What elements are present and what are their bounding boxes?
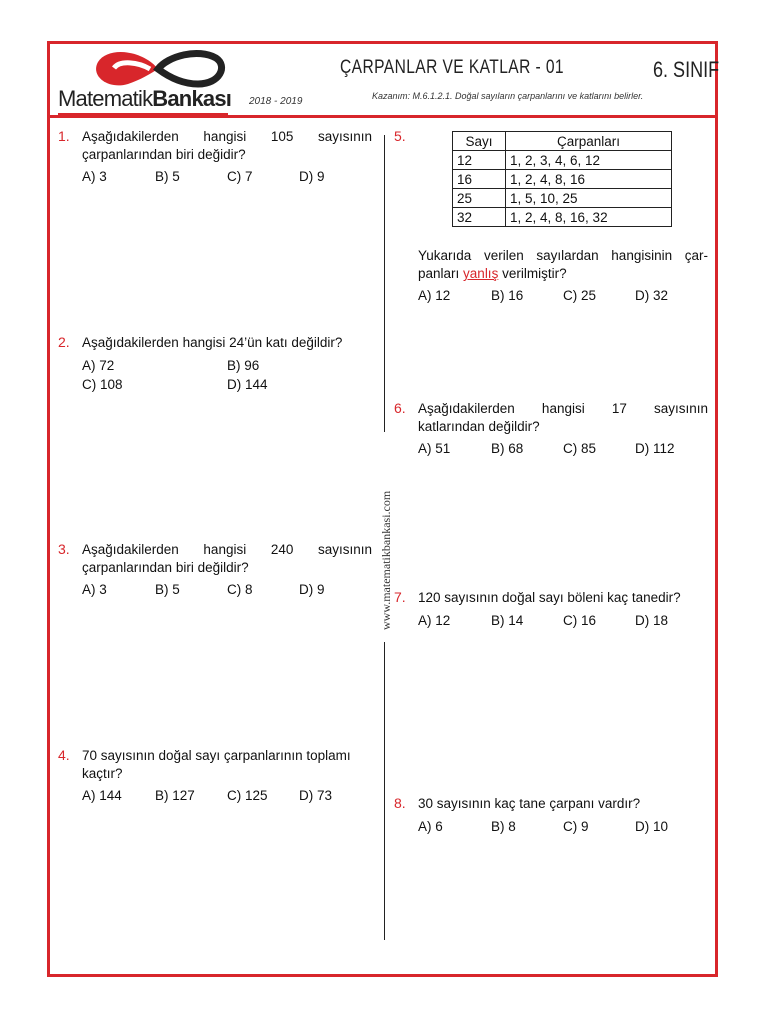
- header-divider: [47, 115, 718, 118]
- q7-option-b[interactable]: B) 14: [491, 613, 524, 628]
- q6-number: 6.: [394, 400, 406, 416]
- q8-number: 8.: [394, 795, 406, 811]
- table-row: [453, 189, 672, 208]
- brand-name: MatematikBankası: [58, 86, 232, 111]
- q6-text: Aşağıdakilerden hangisi 17 sayısının katlarından değildir?: [418, 401, 708, 434]
- table-row: [453, 170, 672, 189]
- q3-option-b[interactable]: B) 5: [155, 582, 180, 597]
- q4-option-b[interactable]: B) 127: [155, 788, 195, 803]
- q8-option-c[interactable]: C) 9: [563, 819, 589, 834]
- q5-option-b[interactable]: B) 16: [491, 288, 524, 303]
- q2-text: Aşağıdakilerden hangisi 24’ün katı değildir?: [82, 335, 343, 350]
- q3-option-a[interactable]: A) 3: [82, 582, 107, 597]
- q5-factor-table: [452, 131, 672, 227]
- q5-option-c[interactable]: C) 25: [563, 288, 597, 303]
- worksheet-title: ÇARPANLAR VE KATLAR - 01: [340, 57, 565, 78]
- q1-option-b[interactable]: B) 5: [155, 169, 180, 184]
- q8-text: 30 sayısının kaç tane çarpanı vardır?: [418, 796, 641, 811]
- q1-option-a[interactable]: A) 3: [82, 169, 107, 184]
- q7-option-a[interactable]: A) 12: [418, 613, 451, 628]
- table-cell: 1, 2, 4, 8, 16: [506, 170, 672, 189]
- table-cell: 1, 5, 10, 25: [506, 189, 672, 208]
- table-header-number: Sayı: [453, 132, 506, 151]
- q4-text: 70 sayısının doğal sayı çarpanlarının toplamı kaçtır?: [82, 748, 351, 781]
- q4-option-a[interactable]: A) 144: [82, 788, 122, 803]
- column-divider-bottom: [384, 642, 385, 940]
- infinity-logo-icon: [88, 48, 228, 90]
- q7-number: 7.: [394, 589, 406, 605]
- table-row: [453, 151, 672, 170]
- q6-option-d[interactable]: D) 112: [635, 441, 675, 456]
- table-row: [453, 208, 672, 227]
- q2-option-d[interactable]: D) 144: [227, 377, 268, 392]
- q2-number: 2.: [58, 334, 70, 350]
- q6-option-a[interactable]: A) 51: [418, 441, 451, 456]
- q2-option-b[interactable]: B) 96: [227, 358, 260, 373]
- q1-option-d[interactable]: D) 9: [299, 169, 325, 184]
- q3-option-d[interactable]: D) 9: [299, 582, 325, 597]
- kazanim-text: Kazanım: M.6.1.2.1. Doğal sayıların çarpanlarını ve katlarını belirler.: [372, 91, 644, 101]
- q5-highlight-wrong: yanlış: [463, 266, 499, 281]
- q5-option-a[interactable]: A) 12: [418, 288, 451, 303]
- grade-label: 6. SINIF: [653, 57, 720, 82]
- q5-text: Yukarıda verilen sayılardan hangisinin çar- panları yanlış verilmiştir?: [418, 248, 708, 281]
- q5-option-d[interactable]: D) 32: [635, 288, 669, 303]
- table-cell: 32: [453, 208, 506, 227]
- q7-option-d[interactable]: D) 18: [635, 613, 669, 628]
- q8-option-d[interactable]: D) 10: [635, 819, 669, 834]
- q8-option-b[interactable]: B) 8: [491, 819, 516, 834]
- table-cell: 25: [453, 189, 506, 208]
- q7-text: 120 sayısının doğal sayı böleni kaç tanedir?: [418, 590, 681, 605]
- q6-option-c[interactable]: C) 85: [563, 441, 597, 456]
- table-cell: 16: [453, 170, 506, 189]
- school-year: 2018 - 2019: [249, 96, 303, 107]
- q3-number: 3.: [58, 541, 70, 557]
- column-divider-top: [384, 135, 385, 432]
- q4-option-c[interactable]: C) 125: [227, 788, 268, 803]
- table-cell: 12: [453, 151, 506, 170]
- q3-text: Aşağıdakilerden hangisi 240 sayısının çarpanlarından biri değildir?: [82, 542, 372, 575]
- brand-underline: [58, 113, 228, 115]
- q5-number: 5.: [394, 128, 406, 144]
- table-header-factors: Çarpanları: [506, 132, 672, 151]
- q8-option-a[interactable]: A) 6: [418, 819, 443, 834]
- watermark-url: www.matematikbankasi.com: [379, 490, 393, 630]
- q1-number: 1.: [58, 128, 70, 144]
- q4-number: 4.: [58, 747, 70, 763]
- q1-text: Aşağıdakilerden hangisi 105 sayısının çarpanlarından biri değidir?: [82, 129, 372, 162]
- q6-option-b[interactable]: B) 68: [491, 441, 524, 456]
- q2-option-a[interactable]: A) 72: [82, 358, 115, 373]
- q3-option-c[interactable]: C) 8: [227, 582, 253, 597]
- q4-option-d[interactable]: D) 73: [299, 788, 333, 803]
- q2-option-c[interactable]: C) 108: [82, 377, 123, 392]
- table-cell: 1, 2, 4, 8, 16, 32: [506, 208, 672, 227]
- q7-option-c[interactable]: C) 16: [563, 613, 597, 628]
- table-cell: 1, 2, 3, 4, 6, 12: [506, 151, 672, 170]
- q1-option-c[interactable]: C) 7: [227, 169, 253, 184]
